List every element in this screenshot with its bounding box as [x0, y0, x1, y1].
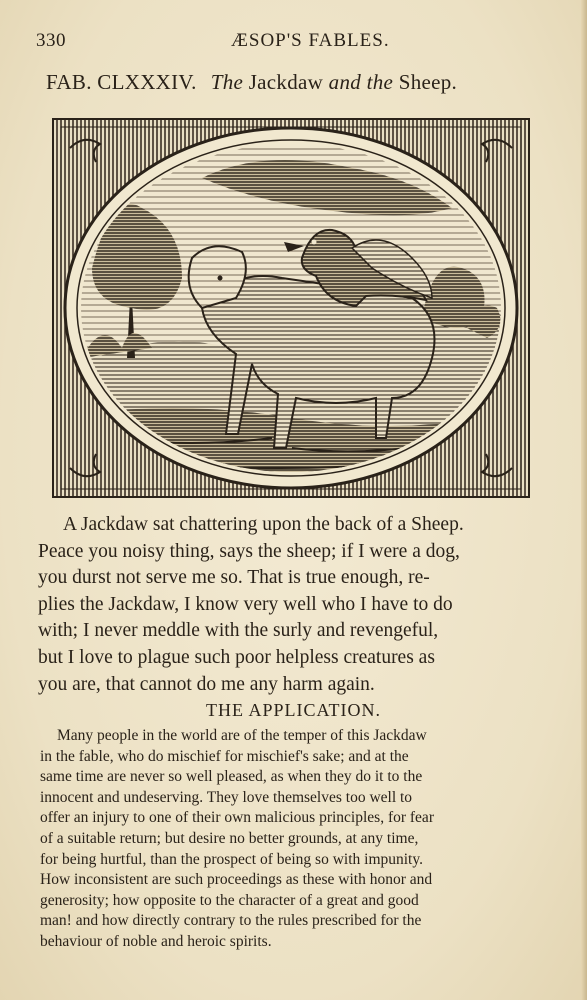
- page-edge: [581, 0, 587, 1000]
- book-title: ÆSOP'S FABLES.: [231, 30, 390, 51]
- title-part-1: The: [210, 70, 244, 94]
- fable-line: you durst not serve me so. That is true enough, re-: [38, 567, 430, 589]
- fable-text: [38, 512, 548, 698]
- fable-line: A Jackdaw sat chattering upon the back of a Sheep.: [63, 514, 464, 535]
- application-line: offer an injury to one of their own malicious principles, for fear: [40, 809, 434, 827]
- title-part-3: and the: [328, 70, 394, 94]
- application-line: How inconsistent are such proceedings as these with honor and: [40, 871, 433, 889]
- application-line: in the fable, who do mischief for mischief's sake; and at the: [40, 747, 409, 765]
- fable-line: with; I never meddle with the surly and revengeful,: [38, 620, 439, 642]
- running-head: [36, 30, 551, 56]
- fable-line: Peace you noisy thing, says the sheep; if I were a dog,: [38, 540, 460, 562]
- application-line: generosity; how opposite to the character of a great and good: [40, 891, 419, 909]
- page-number: 330: [36, 30, 66, 51]
- application-line: for being hurtful, than the prospect of being so with impunity.: [40, 850, 423, 868]
- fable-title: [46, 70, 457, 95]
- fable-line: but I love to plague such poor helpless creatures as: [38, 646, 435, 668]
- application-text: [40, 726, 550, 953]
- application-line: man! and how directly contrary to the rules prescribed for the: [40, 912, 422, 930]
- fable-line: plies the Jackdaw, I know very well who I have to do: [38, 593, 453, 615]
- woodcut-illustration: [52, 118, 530, 498]
- fable-line: you are, that cannot do me any harm again.: [38, 673, 375, 695]
- application-heading: THE APPLICATION.: [205, 700, 381, 720]
- application-line: of a suitable return; but desire no better grounds, at any time,: [40, 829, 419, 847]
- application-line: same time are never so well pleased, as when they do it to the: [40, 768, 423, 786]
- title-part-4: Sheep.: [393, 70, 458, 94]
- title-part-2: Jackdaw: [243, 70, 329, 94]
- application-line: innocent and undeserving. They love themselves too well to: [40, 788, 413, 806]
- fable-number: FAB. CLXXXIV.: [46, 70, 197, 94]
- application-line: Many people in the world are of the temper of this Jackdaw: [57, 727, 427, 744]
- application-line: behaviour of noble and heroic spirits.: [40, 932, 272, 950]
